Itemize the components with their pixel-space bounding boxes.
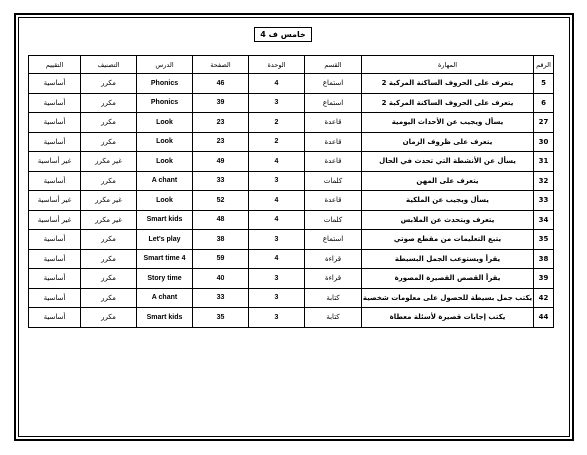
cell-assessment: أساسية: [29, 249, 81, 269]
cell-page: 33: [193, 288, 249, 308]
cell-lesson: Story time: [137, 269, 193, 289]
header-lesson: الدرس: [137, 56, 193, 74]
table-row: [29, 210, 554, 230]
cell-classification: غير مكرر: [81, 191, 137, 211]
cell-section: كلمات: [305, 171, 362, 191]
cell-lesson: Smart time 4: [137, 249, 193, 269]
cell-classification: مكرر: [81, 171, 137, 191]
cell-assessment: أساسية: [29, 230, 81, 250]
cell-page: 49: [193, 152, 249, 172]
header-unit: الوحدة: [249, 56, 305, 74]
cell-unit: 4: [249, 152, 305, 172]
table-row: [29, 93, 554, 113]
cell-classification: مكرر: [81, 308, 137, 328]
cell-section: كتابة: [305, 288, 362, 308]
cell-section: قراءة: [305, 249, 362, 269]
cell-unit: 3: [249, 93, 305, 113]
cell-num: 6: [534, 93, 554, 113]
cell-num: 44: [534, 308, 554, 328]
cell-classification: مكرر: [81, 230, 137, 250]
cell-assessment: أساسية: [29, 132, 81, 152]
cell-section: استماع: [305, 74, 362, 94]
table-row: [29, 249, 554, 269]
cell-unit: 3: [249, 269, 305, 289]
table-row: [29, 152, 554, 172]
cell-num: 5: [534, 74, 554, 94]
cell-section: قاعدة: [305, 132, 362, 152]
cell-section: كلمات: [305, 210, 362, 230]
cell-assessment: غير أساسية: [29, 210, 81, 230]
cell-page: 40: [193, 269, 249, 289]
cell-lesson: Smart kids: [137, 308, 193, 328]
cell-page: 48: [193, 210, 249, 230]
cell-assessment: غير أساسية: [29, 191, 81, 211]
cell-section: قاعدة: [305, 152, 362, 172]
page-title: خامس ف 4: [254, 27, 312, 42]
cell-page: 39: [193, 93, 249, 113]
cell-section: استماع: [305, 230, 362, 250]
cell-num: 34: [534, 210, 554, 230]
cell-classification: مكرر: [81, 74, 137, 94]
cell-assessment: أساسية: [29, 171, 81, 191]
cell-page: 38: [193, 230, 249, 250]
cell-section: قاعدة: [305, 113, 362, 133]
cell-lesson: A chant: [137, 288, 193, 308]
table-row: [29, 132, 554, 152]
cell-skill: يتعرف على الحروف الساكنة المركبة 2: [362, 93, 534, 113]
cell-num: 39: [534, 269, 554, 289]
cell-num: 33: [534, 191, 554, 211]
cell-section: قاعدة: [305, 191, 362, 211]
cell-skill: يتعرف على ظروف الزمان: [362, 132, 534, 152]
cell-assessment: أساسية: [29, 269, 81, 289]
cell-classification: غير مكرر: [81, 210, 137, 230]
cell-classification: مكرر: [81, 132, 137, 152]
cell-assessment: أساسية: [29, 93, 81, 113]
cell-page: 23: [193, 132, 249, 152]
table-row: [29, 191, 554, 211]
cell-unit: 3: [249, 171, 305, 191]
cell-lesson: Phonics: [137, 74, 193, 94]
cell-num: 38: [534, 249, 554, 269]
cell-lesson: Look: [137, 132, 193, 152]
cell-skill: يكتب جمل بسيطة للحصول على معلومات شخصية: [362, 288, 534, 308]
cell-skill: يتبع التعليمات من مقطع صوتي: [362, 230, 534, 250]
header-skill: المهارة: [362, 56, 534, 74]
cell-skill: يسأل ويجيب عن الأحداث اليومية: [362, 113, 534, 133]
table-row: [29, 113, 554, 133]
cell-num: 32: [534, 171, 554, 191]
table-header-row: [29, 56, 554, 74]
cell-classification: مكرر: [81, 249, 137, 269]
table-row: [29, 269, 554, 289]
cell-unit: 3: [249, 288, 305, 308]
table-row: [29, 288, 554, 308]
cell-section: استماع: [305, 93, 362, 113]
cell-lesson: Let's play: [137, 230, 193, 250]
cell-lesson: Look: [137, 152, 193, 172]
cell-unit: 2: [249, 132, 305, 152]
skills-table: [28, 55, 554, 328]
cell-unit: 2: [249, 113, 305, 133]
cell-num: 31: [534, 152, 554, 172]
cell-page: 35: [193, 308, 249, 328]
cell-unit: 4: [249, 249, 305, 269]
cell-classification: مكرر: [81, 93, 137, 113]
cell-section: كتابة: [305, 308, 362, 328]
cell-section: قراءة: [305, 269, 362, 289]
cell-classification: مكرر: [81, 288, 137, 308]
cell-unit: 4: [249, 210, 305, 230]
cell-classification: غير مكرر: [81, 152, 137, 172]
cell-unit: 3: [249, 308, 305, 328]
cell-assessment: أساسية: [29, 288, 81, 308]
header-classification: التصنيف: [81, 56, 137, 74]
cell-page: 46: [193, 74, 249, 94]
cell-num: 35: [534, 230, 554, 250]
table-row: [29, 171, 554, 191]
cell-skill: يقرأ القصص القصيرة المصورة: [362, 269, 534, 289]
header-assessment: التقييم: [29, 56, 81, 74]
cell-page: 59: [193, 249, 249, 269]
cell-unit: 3: [249, 230, 305, 250]
cell-lesson: A chant: [137, 171, 193, 191]
cell-assessment: غير أساسية: [29, 152, 81, 172]
header-num: الرقم: [534, 56, 554, 74]
cell-classification: مكرر: [81, 113, 137, 133]
cell-page: 23: [193, 113, 249, 133]
cell-skill: يكتب إجابات قصيرة لأسئلة معطاة: [362, 308, 534, 328]
header-page: الصفحة: [193, 56, 249, 74]
cell-assessment: أساسية: [29, 74, 81, 94]
table-row: [29, 308, 554, 328]
cell-num: 30: [534, 132, 554, 152]
cell-skill: يقرأ ويستوعب الجمل البسيطة: [362, 249, 534, 269]
cell-unit: 4: [249, 191, 305, 211]
header-section: القسم: [305, 56, 362, 74]
cell-page: 52: [193, 191, 249, 211]
cell-skill: يسأل عن الأنشطة التي تحدث في الحال: [362, 152, 534, 172]
cell-lesson: Smart kids: [137, 210, 193, 230]
cell-num: 27: [534, 113, 554, 133]
cell-skill: يتعرف على المهن: [362, 171, 534, 191]
table-body: [29, 74, 554, 328]
cell-assessment: أساسية: [29, 308, 81, 328]
cell-skill: يتعرف على الحروف الساكنة المركبة 2: [362, 74, 534, 94]
cell-skill: يتعرف ويتحدث عن الملابس: [362, 210, 534, 230]
cell-skill: يسأل ويجيب عن الملكية: [362, 191, 534, 211]
cell-unit: 4: [249, 74, 305, 94]
cell-lesson: Look: [137, 191, 193, 211]
cell-lesson: Look: [137, 113, 193, 133]
cell-lesson: Phonics: [137, 93, 193, 113]
cell-num: 42: [534, 288, 554, 308]
table-row: [29, 230, 554, 250]
cell-classification: مكرر: [81, 269, 137, 289]
table-row: [29, 74, 554, 94]
cell-page: 33: [193, 171, 249, 191]
cell-assessment: أساسية: [29, 113, 81, 133]
